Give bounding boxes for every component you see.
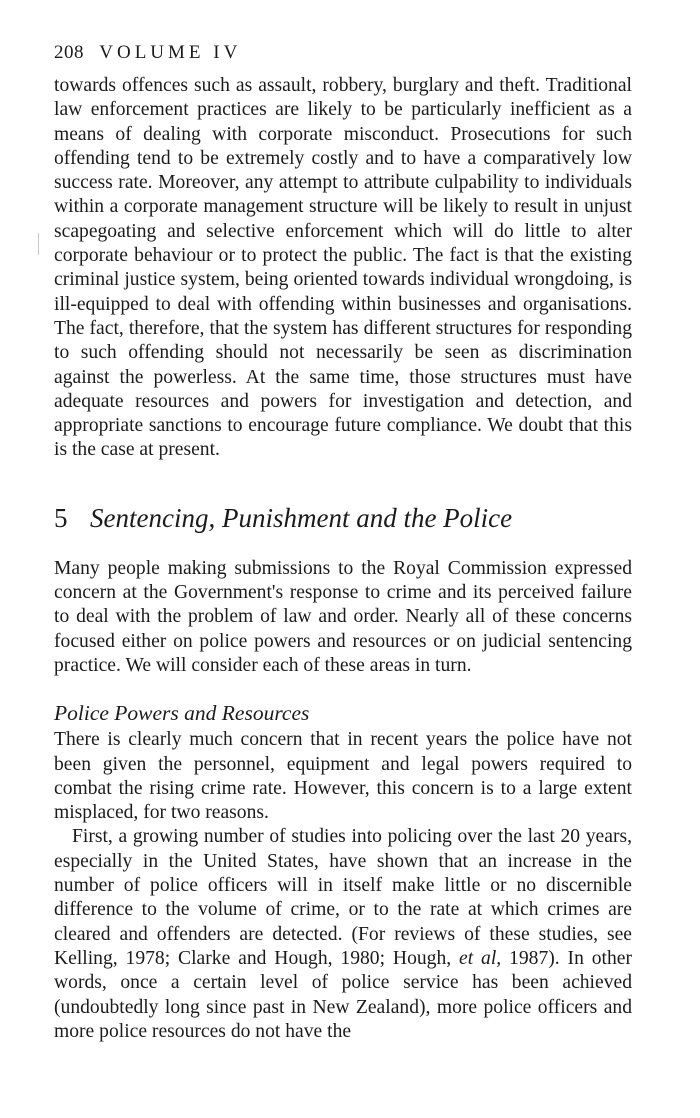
running-head (54, 40, 632, 66)
section-heading (54, 501, 632, 535)
paragraph-studies (54, 825, 632, 1044)
citation-et-al: et al, (459, 947, 502, 969)
paragraph-police-concern: There is clearly much concern that in recent years the police have not been given the personnel, equipment and legal powers required to combat the rising crime rate. However, this concern is to a large extent misplaced, for two reasons. (54, 729, 632, 824)
subsection-heading: Police Powers and Resources (54, 701, 310, 726)
section-number: 5 (54, 502, 68, 533)
paragraph-studies-text: First, a growing number of studies into policing over the last 20 years, especially in the United States, have shown that an increase in the number of police officers will in itself make little or no discernible difference to the volume of crime, or to the rate at which crimes are cleared and offenders are detected. (For reviews of these studies, see Kelling, 1978; Clarke and Hough, 1980; Hough, (54, 826, 632, 969)
running-title: VOLUME IV (99, 42, 242, 63)
paragraph-continuation: towards offences such as assault, robbery, burglary and theft. Traditional law enforcement practices are likely to be particularly inefficient as a means of dealing with corporate misconduct. Prosecutions for such offending tend to be extremely costly and to have a comparatively low success rate. Moreover, any attempt to attribute culpability to individuals within a corporate management structure will be likely to result in unjust scapegoating and selective enforcement which will do little to alter corporate behaviour or to protect the public. The fact is that the existing criminal justice system, being oriented towards individual wrongdoing, is ill-equipped to deal with offending within businesses and organisations. The fact, therefore, that the system has different structures for responding to such offending should not necessarily be seen as discrimination against the powerless. At the same time, those structures must have adequate resources and powers for investigation and detection, and appropriate sanctions to encourage future compliance. We doubt that this is the case at present. (54, 75, 632, 461)
section-title: Sentencing, Punishment and the Police (90, 502, 513, 533)
margin-mark (38, 233, 39, 255)
page-number: 208 (54, 42, 84, 63)
book-page (54, 40, 632, 1044)
paragraph-studies-text-end: 1987). In other words, once a certain level of police service has been achieved (undoubtedly long since past in New Zealand), more police officers and more police resources do not have the (54, 947, 632, 1042)
paragraph-intro: Many people making submissions to the Royal Commission expressed concern at the Government's response to crime and its perceived failure to deal with the problem of law and order. Nearly all of these concerns focused either on police powers and resources or on judicial sentencing practice. We will consider each of these areas in turn. (54, 557, 632, 676)
